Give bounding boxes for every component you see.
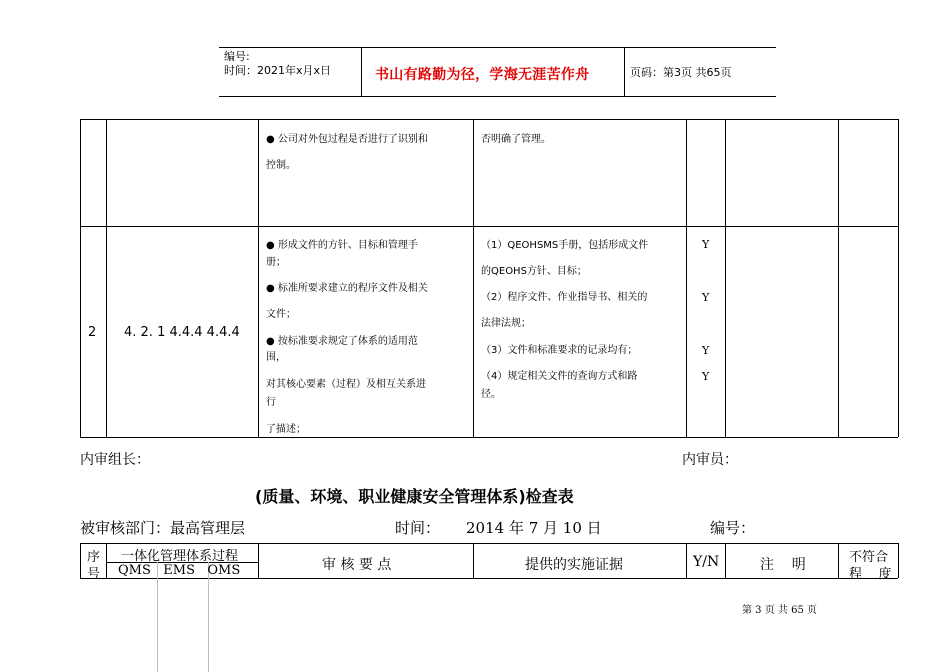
audited-dept: 被审核部门：最高管理层 [80, 519, 246, 537]
hdr-seq-top: 序 [87, 550, 101, 565]
row2-point-line: 行 [266, 397, 276, 408]
row2-point-line: ● 按标准要求规定了体系的适用范 [266, 336, 418, 347]
hdr-col-line [473, 543, 474, 578]
row2-evidence-line: 法律法规； [481, 318, 531, 329]
hdr-nc-top: 不符合 [849, 550, 889, 565]
row2-point-line: 对其核心要素（过程）及相互关系进 [266, 379, 426, 390]
guide-line [157, 562, 158, 672]
row2-point-line: ● 标准所要求建立的程序文件及相关 [266, 283, 428, 294]
col-line-1 [106, 119, 107, 437]
row2-point-line: 了描述； [266, 424, 306, 435]
header-slogan: 书山有路勤为径，学海无涯苦作舟 [375, 67, 590, 83]
hdr-note: 注 明 [760, 557, 806, 573]
col-line-3 [473, 119, 474, 437]
header-table-bottom [80, 578, 898, 579]
guide-line [208, 562, 209, 672]
col-line-6 [838, 119, 839, 437]
row2-yn-value: Y [702, 291, 710, 304]
row2-point-line: ● 形成文件的方针、目标和管理手 [266, 240, 418, 251]
row2-point-line: 围， [266, 352, 286, 363]
col-line-5 [725, 119, 726, 437]
row2-point-line: 册； [266, 257, 286, 268]
row2-evidence-line: （2）程序文件、作业指导书、相关的 [481, 292, 648, 303]
header-divider-1 [361, 47, 362, 96]
hdr-seq-bottom: 号 [87, 567, 101, 582]
header-divider-2 [624, 47, 625, 96]
hdr-col-line [898, 543, 899, 578]
row2-evidence-line: 径。 [481, 389, 501, 400]
table-row-divider [80, 226, 898, 227]
table-bottom-border [80, 437, 898, 438]
row2-yn-value: Y [702, 370, 710, 383]
row2-yn-value: Y [702, 344, 710, 357]
hdr-process-subs: QMS EMS OMS [118, 563, 241, 578]
row1-point-line: ● 公司对外包过程是否进行了识别和 [266, 134, 428, 145]
row2-evidence-line: （1）QEOHSMS手册，包括形成文件 [481, 240, 649, 251]
row1-point-line: 控制。 [266, 160, 296, 171]
auditor-label: 内审员： [682, 452, 738, 468]
header-table-top [80, 543, 898, 544]
audit-leader-label: 内审组长： [80, 452, 150, 468]
hdr-process-title: 一体化管理体系过程 [121, 549, 239, 564]
row2-clause: 4. 2. 1 4.4.4 4.4.4 [124, 325, 240, 340]
row2-evidence-line: （3）文件和标准要求的记录均有； [481, 345, 638, 356]
header-top-border [219, 47, 776, 48]
hdr-evidence: 提供的实施证据 [525, 557, 623, 573]
header-page-info: 页码：第3页 共65页 [630, 66, 732, 79]
col-line-0 [80, 119, 81, 437]
form-date: 2014 年 7 月 10 日 [466, 519, 602, 537]
row2-yn-value: Y [702, 238, 710, 251]
hdr-nc-bottom: 程 度 [849, 567, 892, 582]
header-bottom-border [219, 96, 776, 97]
hdr-col-line [686, 543, 687, 578]
form-title: (质量、环境、职业健康安全管理体系)检查表 [255, 487, 574, 506]
col-line-2 [258, 119, 259, 437]
hdr-col-line [838, 543, 839, 578]
footer-page-number: 第 3 页 共 65 页 [742, 605, 817, 616]
row2-evidence-line: 的QEOHS方针、目标； [481, 266, 587, 277]
header-number-label: 编号: [224, 50, 250, 63]
header-time-label: 时间：2021年x月x日 [224, 64, 332, 77]
row2-seq: 2 [88, 325, 97, 340]
hdr-yn: Y/N [693, 554, 720, 570]
form-number-label: 编号： [710, 519, 756, 537]
hdr-points: 审 核 要 点 [322, 557, 392, 573]
row1-evidence-line: 否明确了管理。 [481, 134, 551, 145]
row2-evidence-line: （4）规定相关文件的查询方式和路 [481, 371, 638, 382]
hdr-col-line [258, 543, 259, 578]
col-line-4 [686, 119, 687, 437]
col-line-7 [898, 119, 899, 437]
table-top-border [80, 119, 898, 120]
form-time-label: 时间： [395, 519, 441, 537]
hdr-col-line [725, 543, 726, 578]
row2-point-line: 文件； [266, 309, 296, 320]
hdr-col-line [106, 543, 107, 578]
hdr-col-line [80, 543, 81, 578]
